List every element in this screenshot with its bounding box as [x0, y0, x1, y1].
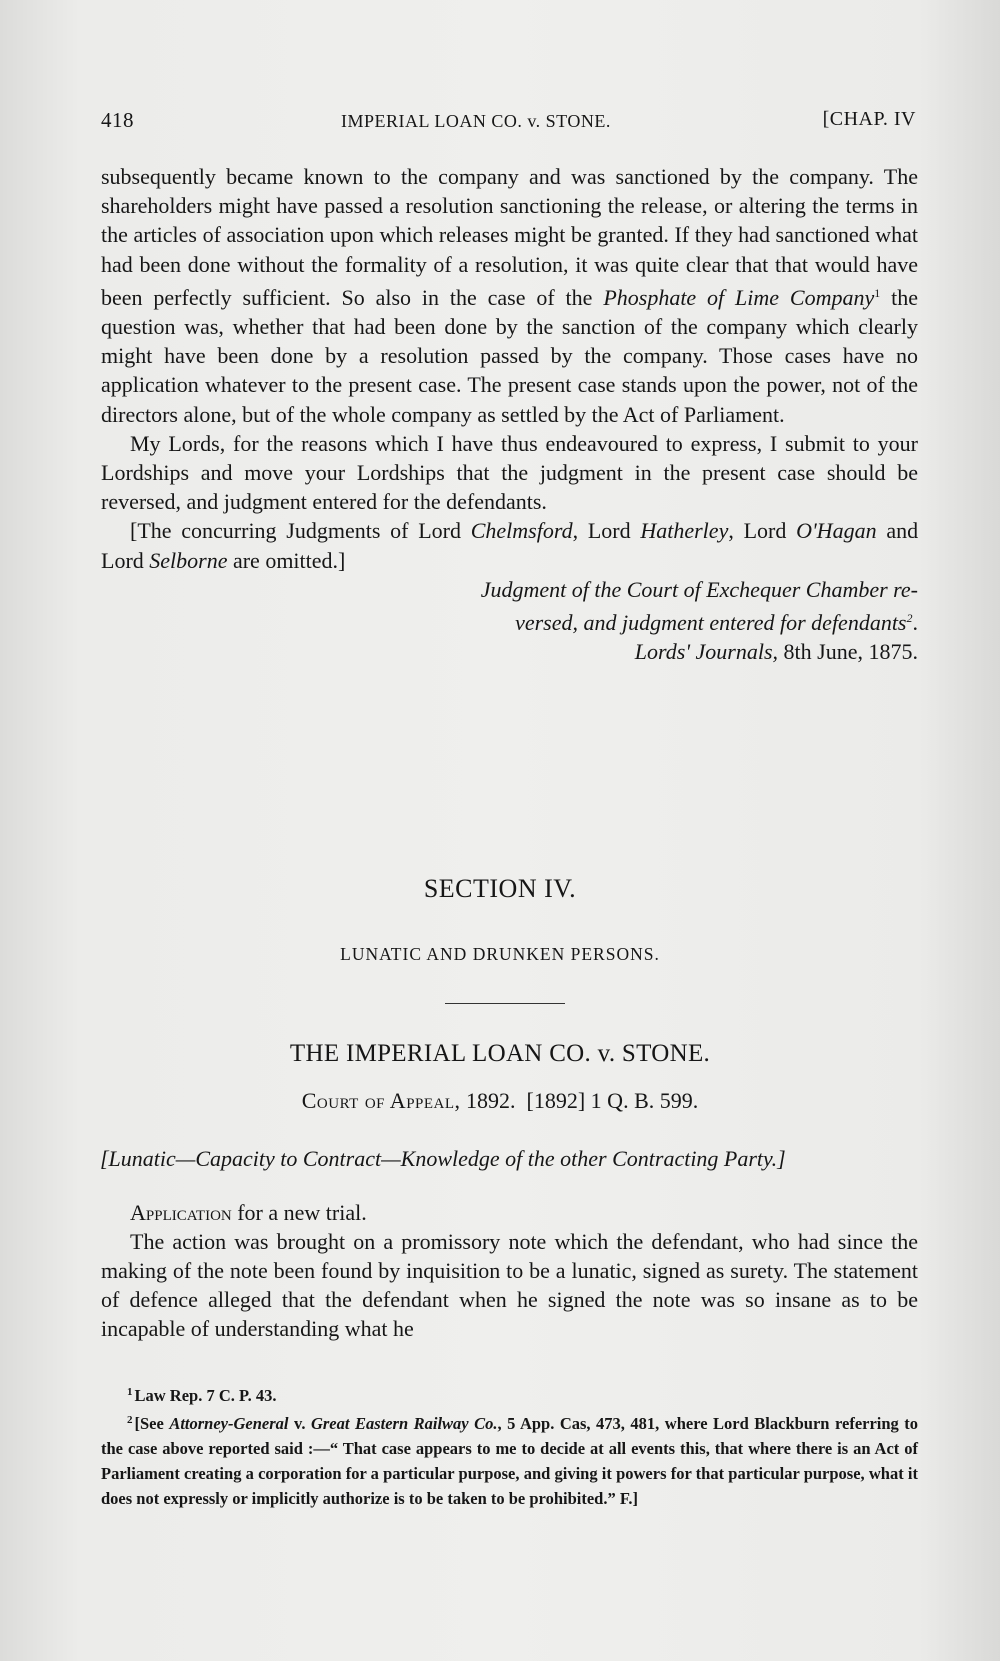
page-number: 418 [101, 108, 134, 132]
case-citation: [1892] 1 Q. B. 599. [526, 1088, 699, 1113]
paragraph-action: The action was brought on a promissory note which the defendant, who had since the making of the note been found by inquisition to be a lunatic, signed as surety. The statement of defence alleged that the defendant when he signed the note was so insane as to be incapable of understanding what he [101, 1229, 918, 1341]
paragraph-conclusion: My Lords, for the reasons which I have thus endeavoured to express, I submit to your Lordships and move your Lordships that the judgment in the present case should be reversed, and judgment entered for the defendants. [101, 430, 918, 515]
paragraph-omitted-judgments: [The concurring Judgments of Lord Chelmsford, Lord Hatherley, Lord O'Hagan and Lord Selborne are omitted.] [101, 518, 919, 573]
court-year: 1892. [466, 1088, 516, 1113]
running-title: IMPERIAL LOAN CO. v. STONE. [341, 111, 611, 131]
headnote: [Lunatic—Capacity to Contract—Knowledge of the other Contracting Party.] [100, 1146, 786, 1171]
top-text-block [101, 162, 918, 666]
footnote-1: $^1$ Law Rep. 7 C. P. 43. [127, 1386, 277, 1405]
section-subtitle: LUNATIC AND DRUNKEN PERSONS. [340, 944, 660, 964]
running-header [101, 108, 916, 140]
section-title: SECTION IV. [423, 874, 577, 903]
court-line [0, 1088, 1000, 1114]
bottom-text-block [101, 1198, 918, 1343]
application-line: Application for a new trial. [130, 1200, 367, 1225]
footnote-ref: 1 [874, 285, 881, 300]
journals-line: Lords' Journals, 8th June, 1875. [634, 639, 918, 665]
judgment-line-1: Judgment of the Court of Exchequer Chamber re- [480, 576, 918, 602]
case-title: THE IMPERIAL LOAN CO. v. STONE. [289, 1040, 711, 1067]
paragraph-continued: subsequently became known to the company and was sanctioned by the company. The shareholders might have passed a resolution sanctioning the release, or altering the terms in the articles of association upon which releases might be granted. If they had sanctioned what had been done without the formality of a resolution, it was quite clear that that would have been perfectly sufficient. So also in the case of the Phosphate of Lime Company$^1$ the question was, whether that had been done by the sanction of the company which clearly might have been done by a resolution passed by the company. Those cases have no application whatever to the present case. The present case stands upon the power, not of the directors alone, but of the whole company as settled by the Act of Parliament. [101, 164, 919, 427]
footnote-2: $^2$ [See Attorney-General v. Great Eastern Railway Co., 5 App. Cas, 473, 481, where Lord Blackburn referring to the case above reported said :—“ That case appears to me to decide at all events this, that where there is an Act of Parliament creating a corporation for a particular purpose, and giving it powers for that particular purpose, what it does not expressly or implicitly authorize is to be taken to be prohibited.” F.] [101, 1414, 919, 1508]
judgment-line-2: versed, and judgment entered for defendants$^2$. [515, 610, 918, 636]
case-name: Phosphate of Lime Company [603, 284, 875, 310]
footnotes [101, 1380, 918, 1511]
divider-rule [445, 1003, 565, 1004]
court-name: Court of Appeal, [301, 1088, 461, 1113]
chapter-label: [CHAP. IV [822, 108, 916, 130]
